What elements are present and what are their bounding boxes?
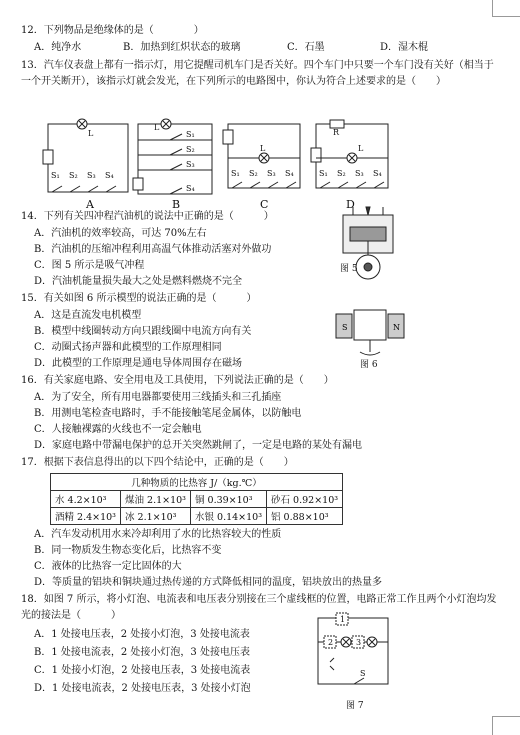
question-17-stem: 17．根据下表信息得出的以下四个结论中，正确的是（ ） — [21, 457, 294, 468]
circuit-b — [133, 119, 212, 194]
question-17-option-b: B．同一物质发生物态变化后，比热容不变 — [34, 545, 222, 556]
circuit-c-lamp-label: L — [260, 144, 266, 153]
table-cell: 铜 0.39×10³ — [191, 491, 267, 508]
question-15-option-c: C．动圈式扬声器和此模型的工作原理相同 — [34, 342, 222, 353]
table-cell: 水银 0.14×10³ — [191, 508, 267, 525]
crop-mark-top-right — [492, 0, 493, 16]
circuit-d-choice-label: D — [346, 198, 355, 211]
question-16-option-a: A．为了安全，所有用电器都要使用三线插头和三孔插座 — [34, 392, 282, 403]
table-cell: 水 4.2×10³ — [51, 491, 121, 508]
circuit-d-s4-label: S₄ — [373, 169, 382, 178]
question-12-option-c: C．石墨 — [287, 42, 325, 53]
question-18-option-c: C．1 处接小灯泡，2 处接电压表，3 处接电流表 — [34, 665, 251, 676]
circuit-a-lamp-label: L — [88, 129, 94, 138]
table-caption: 几种物质的比热容 J/（kg.℃） — [51, 474, 343, 491]
specific-heat-table — [50, 473, 343, 525]
question-14-option-a: A．汽油机的效率较高，可达 70%左右 — [34, 228, 207, 239]
question-14-option-b: B．汽油机的压缩冲程利用高温气体推动活塞对外做功 — [34, 244, 272, 255]
question-15-option-b: B．模型中线圈转动方向只跟线圈中电流方向有关 — [34, 326, 252, 337]
circuit-b-s2-label: S₂ — [186, 145, 195, 154]
circuit-a-choice-label: A — [86, 198, 94, 211]
circuit-b-s1-label: S₁ — [186, 130, 195, 139]
question-14-stem: 14．下列有关四冲程汽油机的说法中正确的是（ ） — [21, 211, 274, 222]
table-cell: 砂石 0.92×10³ — [267, 491, 343, 508]
question-16-option-d: D．家庭电路中带漏电保护的总开关突然跳闸了，一定是电路的某处有漏电 — [34, 440, 363, 451]
figure-5-caption: 图 5 — [340, 264, 358, 274]
question-13-circuit-figures — [0, 110, 520, 215]
question-12-option-a: A．纯净水 — [34, 42, 82, 53]
table-row — [51, 508, 343, 525]
question-12-option-d: D．湿木棍 — [380, 42, 429, 53]
circuit-b-s3-label: S₃ — [186, 160, 195, 169]
question-16-option-c: C．人接触裸露的火线也不一定会触电 — [34, 424, 202, 435]
figure-7-circuit — [310, 610, 400, 696]
circuit-c-s4-label: S₄ — [285, 169, 294, 178]
box-1-label: 1 — [340, 615, 346, 624]
table-cell: 铝 0.88×10³ — [267, 508, 343, 525]
figure-7-caption: 图 7 — [346, 701, 364, 711]
question-16-option-b: B．用测电笔检查电路时，手不能接触笔尾金属体，以防触电 — [34, 408, 302, 419]
question-12-option-b: B．加热到红炽状态的玻璃 — [123, 42, 241, 53]
box-2-label: 2 — [328, 638, 334, 647]
circuit-a-s4-label: S₄ — [105, 171, 114, 180]
circuit-d-s3-label: S₃ — [355, 169, 364, 178]
magnet-s-label: S — [342, 323, 348, 332]
circuit-a — [43, 119, 128, 192]
question-17-option-d: D．等质量的铝块和铜块通过热传递的方式降低相同的温度，铝块放出的热量多 — [34, 577, 383, 588]
question-15-option-a: A．这是直流发电机模型 — [34, 310, 142, 321]
crop-mark-top-right-h — [492, 16, 520, 17]
circuit-d-s2-label: S₂ — [337, 169, 346, 178]
circuit-c-s1-label: S₁ — [231, 169, 240, 178]
figure-6-caption: 图 6 — [360, 360, 378, 370]
motor-model-figure — [330, 300, 412, 360]
circuit-a-s2-label: S₂ — [69, 171, 78, 180]
table-row — [51, 491, 343, 508]
crop-mark-bottom-right-h — [492, 716, 520, 717]
circuit-b-lamp-label: L — [154, 123, 160, 132]
circuit-c-s2-label: S₂ — [249, 169, 258, 178]
circuit-c-s3-label: S₃ — [267, 169, 276, 178]
magnet-n-label: N — [393, 323, 400, 332]
question-18-option-a: A．1 处接电压表，2 处接小灯泡，3 处接电流表 — [34, 629, 250, 640]
question-16-stem: 16．有关家庭电路、安全用电及工具使用，下列说法正确的是（ ） — [21, 375, 334, 386]
question-18-stem: 18．如图 7 所示，将小灯泡、电流表和电压表分别接在三个虚线框的位置，电路正常工作且两个小灯泡均发光的接法是（ ） — [21, 594, 497, 621]
circuit-d-lamp-label: L — [358, 144, 364, 153]
question-14-option-c: C．图 5 所示是吸气冲程 — [34, 260, 145, 271]
box-3-label: 3 — [356, 638, 362, 647]
crop-mark-bottom-right — [492, 716, 493, 735]
question-15-stem: 15．有关如图 6 所示模型的说法正确的是（ ） — [21, 293, 257, 304]
circuit-b-choice-label: B — [172, 198, 181, 211]
circuit-c-choice-label: C — [260, 198, 269, 211]
circuit-a-s3-label: S₃ — [87, 171, 96, 180]
question-14-option-d: D．汽油机能量损失最大之处是燃料燃烧不完全 — [34, 276, 243, 287]
table-cell: 冰 2.1×10³ — [121, 508, 191, 525]
circuit-d-resistor-label: R — [333, 128, 340, 137]
question-17-option-a: A．汽车发动机用水来冷却利用了水的比热容较大的性质 — [34, 529, 282, 540]
question-13-stem: 13．汽车仪表盘上都有一指示灯，用它提醒司机车门是否关好。四个车门中只要一个车门没有关好（相当于一个开关断开），该指示灯就会发光，在下列所示的电路图中，你认为符合上述要求的是（ ） — [21, 60, 494, 87]
question-12-stem: 12．下列物品是绝缘体的是（ ） — [21, 25, 204, 36]
question-17-option-c: C．液体的比热容一定比固体的大 — [34, 561, 182, 572]
question-15-option-d: D．此模型的工作原理是通电导体周围存在磁场 — [34, 358, 243, 369]
switch-s-label: S — [360, 669, 366, 678]
circuit-c — [223, 124, 300, 188]
circuit-a-s1-label: S₁ — [51, 171, 60, 180]
question-18-option-d: D．1 处接电流表，2 处接电压表，3 处接小灯泡 — [34, 683, 251, 694]
circuit-d-s1-label: S₁ — [319, 169, 328, 178]
table-cell: 酒精 2.4×10³ — [51, 508, 121, 525]
question-18-option-b: B．1 处接电流表，2 处接小灯泡，3 处接电压表 — [34, 647, 250, 658]
table-cell: 煤油 2.1×10³ — [121, 491, 191, 508]
circuit-b-s4-label: S₄ — [186, 184, 195, 193]
